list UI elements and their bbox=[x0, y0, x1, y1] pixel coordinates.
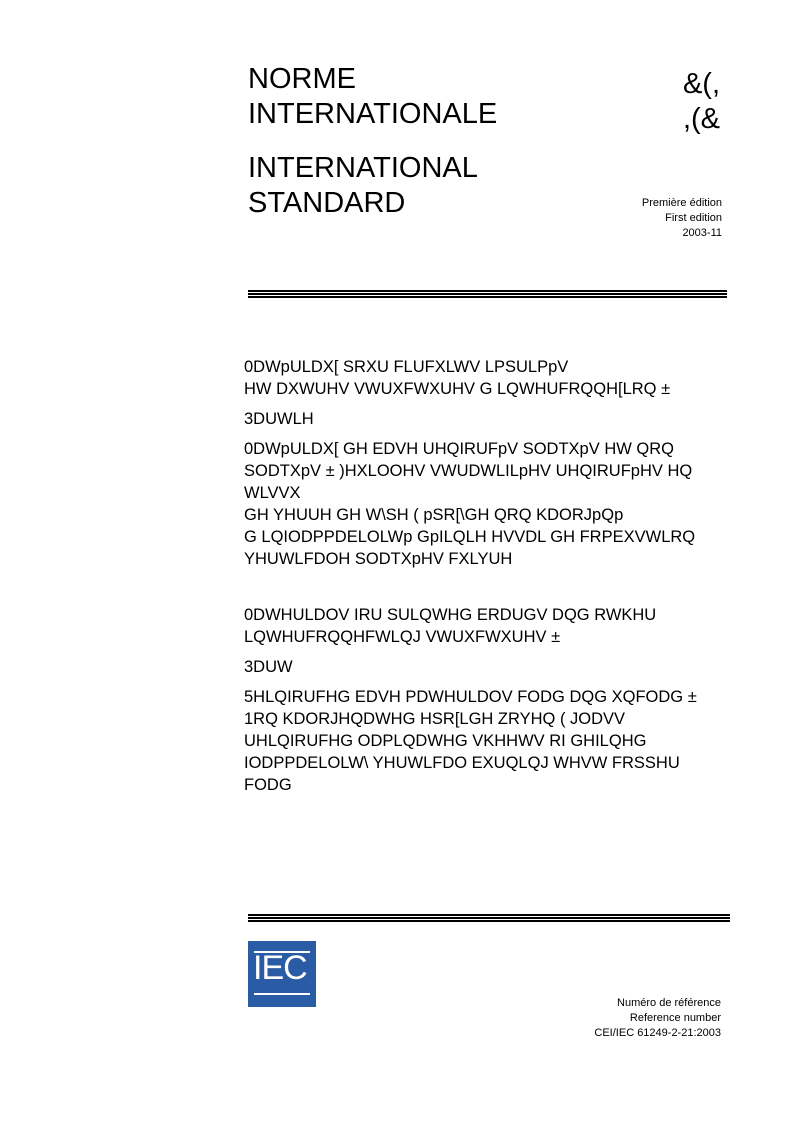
en-title-line: 0DWHULDOV IRU SULQWHG ERDUGV DQG RWKHU bbox=[244, 606, 657, 624]
reference-en: Reference number bbox=[629, 1012, 721, 1024]
edition-date: 2003-11 bbox=[682, 227, 722, 239]
fr-part-line: GH YHUUH GH W\SH ( pSR[\GH QRQ KDORJpQp bbox=[244, 506, 624, 524]
edition-en: First edition bbox=[665, 212, 722, 224]
reference-number: CEI/IEC 61249-2-21:2003 bbox=[594, 1027, 721, 1039]
iec-logo bbox=[248, 941, 316, 1007]
fr-part-line: 0DWpULDX[ GH EDVH UHQIRUFpV SODTXpV HW QRQ bbox=[244, 440, 674, 458]
iec-logo-text: IEC bbox=[253, 949, 307, 987]
en-part-line: UHLQIRUFHG ODPLQDWHG VKHHWV RI GHILQHG bbox=[244, 732, 647, 750]
en-part-label: 3DUW bbox=[244, 658, 293, 676]
en-part-line: 5HLQIRUFHG EDVH PDWHULDOV FODG DQG XQFODG ± bbox=[244, 688, 697, 706]
top-divider bbox=[248, 290, 727, 298]
edition-info bbox=[560, 196, 722, 241]
reference-info bbox=[520, 996, 721, 1041]
en-title-line: LQWHUFRQQHFWLQJ VWUXFWXUHV ± bbox=[244, 628, 561, 646]
fr-part-line: WLVVX bbox=[244, 484, 301, 502]
title-line: NORME bbox=[248, 63, 356, 95]
reference-fr: Numéro de référence bbox=[617, 997, 721, 1009]
fr-part-label: 3DUWLH bbox=[244, 410, 314, 428]
international-standard-title bbox=[248, 151, 478, 221]
code-line: &(, bbox=[682, 68, 720, 100]
norme-internationale-title bbox=[248, 62, 497, 132]
en-part-line: IODPPDELOLW\ YHUWLFDO EXUQLQJ WHVW FRSSHU bbox=[244, 754, 680, 772]
french-title-block bbox=[244, 356, 774, 570]
english-title-block bbox=[244, 604, 774, 796]
code-line: ,(& bbox=[682, 103, 720, 135]
en-part-line: FODG bbox=[244, 776, 292, 794]
en-part-line: 1RQ KDORJHQDWHG HSR[LGH ZRYHQ ( JODVV bbox=[244, 710, 626, 728]
fr-title-line: 0DWpULDX[ SRXU FLUFXLWV LPSULPpV bbox=[244, 358, 569, 376]
bottom-divider bbox=[248, 914, 730, 922]
title-line: INTERNATIONALE bbox=[248, 98, 498, 130]
title-line: STANDARD bbox=[248, 187, 406, 219]
fr-part-line: SODTXpV ± )HXLOOHV VWUDWLILpHV UHQIRUFpHV HQ bbox=[244, 462, 693, 480]
fr-part-line: G LQIODPPDELOLWp GpILQLH HVVDL GH FRPEXVWLRQ bbox=[244, 528, 696, 546]
title-line: INTERNATIONAL bbox=[248, 152, 478, 184]
fr-part-line: YHUWLFDOH SODTXpHV FXLYUH bbox=[244, 550, 513, 568]
edition-fr: Première édition bbox=[641, 197, 722, 209]
standard-code bbox=[650, 67, 720, 137]
fr-title-line: HW DXWUHV VWUXFWXUHV G LQWHUFRQQH[LRQ ± bbox=[244, 380, 671, 398]
